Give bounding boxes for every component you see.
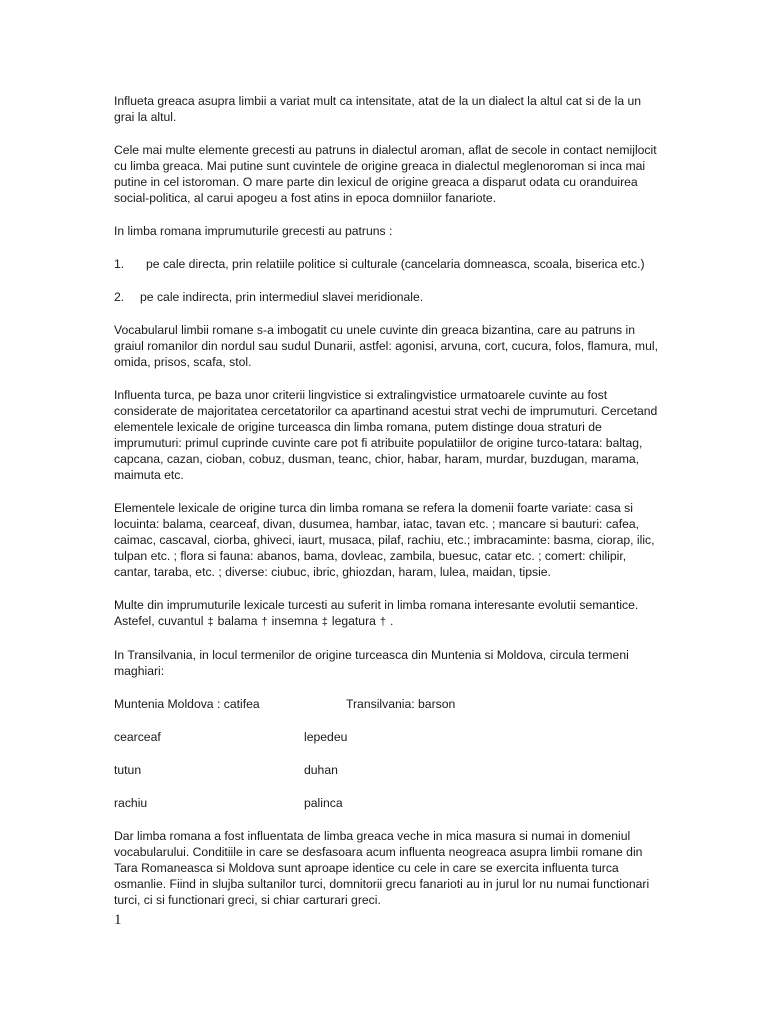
dagger-glyph: ‡ (207, 616, 214, 628)
example-word-balama: balama (217, 614, 258, 628)
list-number: 1. (114, 257, 125, 271)
document-body (114, 93, 658, 925)
term-right: palinca (304, 796, 343, 810)
term-left: tutun (114, 763, 142, 777)
paragraph-turkish-domains: Elementele lexicale de origine turca din limba romana se refera la domenii foarte variate: casa si locuinta: balama, cearceaf, divan, dusumea, hambar, iatac, tavan etc. ; mancare si bauturi: cafea, caimac, cascaval, ciorba, ghiveci, iaurt, musaca, pilaf, rachiu, etc.; imbracaminte: basma, ciorap, ilic, tulpan etc. ; flora si fauna: abanos, bama, dovleac, zambila, buesuc, catar etc. ; comert: chilipir, cantar, taraba, etc. ; diverse: ciubuc, ibric, ghiozdan, haram, lulea, maidan, tipsie. (114, 501, 655, 579)
list-item-text: pe cale directa, prin relatiile politice si culturale (cancelaria domneasca, scoala, biserica etc.) (146, 257, 645, 271)
paragraph-loan-channels: In limba romana imprumuturile grecesti au patruns : (114, 224, 393, 238)
page-number: 1 (114, 912, 122, 928)
dagger-glyph: ‡ (321, 616, 328, 628)
paragraph-greek-influence-intro: Influeta greaca asupra limbii a variat mult ca intensitate, atat de la un dialect la altul cat si de la un grai la altul. (114, 94, 642, 124)
paragraph-semantic-evolution: Multe din imprumuturile lexicale turcesti au suferit in limba romana interesante evolutii semantice. Astefel, cuvantul ‡ balama † insemna ‡ legatura † . (114, 598, 639, 628)
semantic-evolution-line: Multe din imprumuturile lexicale turcesti au suferit in limba romana interesante evolutii semantice. (114, 598, 639, 612)
paragraph-byzantine-vocabulary: Vocabularul limbii romane s-a imbogatit cu unele cuvinte din greaca bizantina, care au patruns in graiul romanilor din nordul sau sudul Dunarii, astfel: agonisi, arvuna, cort, cucura, folos, flamura, mul, omida, prisos, scafa, stol. (114, 323, 658, 369)
list-item-text: pe cale indirecta, prin intermediul slavei meridionale. (140, 290, 424, 304)
term-left: cearceaf (114, 730, 161, 744)
example-word-legatura: legatura (331, 614, 376, 628)
paragraph-turkish-influence: Influenta turca, pe baza unor criterii lingvistice si extralingvistice urmatoarele cuvinte au fost considerate de majoritatea cercetatorilor ca apartinand acestui strat vechi de imprumuturi. Cercetand elementele lexicale de origine turceasca din limba romana, putem distinge doua straturi de imprumuturi: primul cuprinde cuvinte care pot fi atribuite populatiilor de origine turco-tatara: baltag, capcana, cazan, cioban, cobuz, dusman, teanc, chior, habar, haram, murdar, buzdugan, marama, maimuta etc. (114, 388, 658, 482)
term-row (114, 795, 658, 811)
list-number: 2. (114, 290, 125, 304)
example-meaning-verb: insemna (271, 614, 318, 628)
paragraph-greek-dialects: Cele mai multe elemente grecesti au patruns in dialectul aroman, aflat de secole in contact nemijlocit cu limba greaca. Mai putine sunt cuvintele de origine greaca in dialectul meglenoroman si inca mai putine in cel istoroman. O mare parte din lexicul de origine greaca a disparut odata cu oranduirea social-politica, al carui apogeu a fost atins in epoca domniilor fanariote. (114, 143, 657, 205)
example-intro: Astefel, cuvantul (114, 614, 204, 628)
term-row (114, 729, 658, 745)
term-row (114, 762, 658, 778)
paragraph-transylvania: In Transilvania, in locul termenilor de origine turceasca din Muntenia si Moldova, circula termeni maghiari: (114, 648, 629, 678)
paragraph-ancient-greek: Dar limba romana a fost influentata de limba greaca veche in mica masura si numai in domeniul vocabularului. Conditiile in care se desfasoara acum influenta neogreaca asupra limbii romane din Tara Romaneasca si Moldova sunt aproape identice cu cele in care se exercita influenta turca osmanlie. Fiind in slujba sultanilor turci, domnitorii grecu fanarioti au in jurul lor nu numai functionari turci, ci si functionari greci, si chiar carturari greci. (114, 829, 650, 907)
dagger-glyph: † (379, 616, 387, 628)
dagger-glyph: † (261, 616, 268, 628)
term-left: rachiu (114, 796, 148, 810)
term-right: duhan (304, 763, 338, 777)
term-right: Transilvania: barson (346, 697, 456, 711)
term-left: Muntenia Moldova : catifea (114, 697, 260, 711)
term-row-header (114, 696, 658, 712)
term-right: lepedeu (304, 730, 348, 744)
list-item-direct (114, 256, 658, 272)
list-item-indirect (114, 289, 658, 305)
